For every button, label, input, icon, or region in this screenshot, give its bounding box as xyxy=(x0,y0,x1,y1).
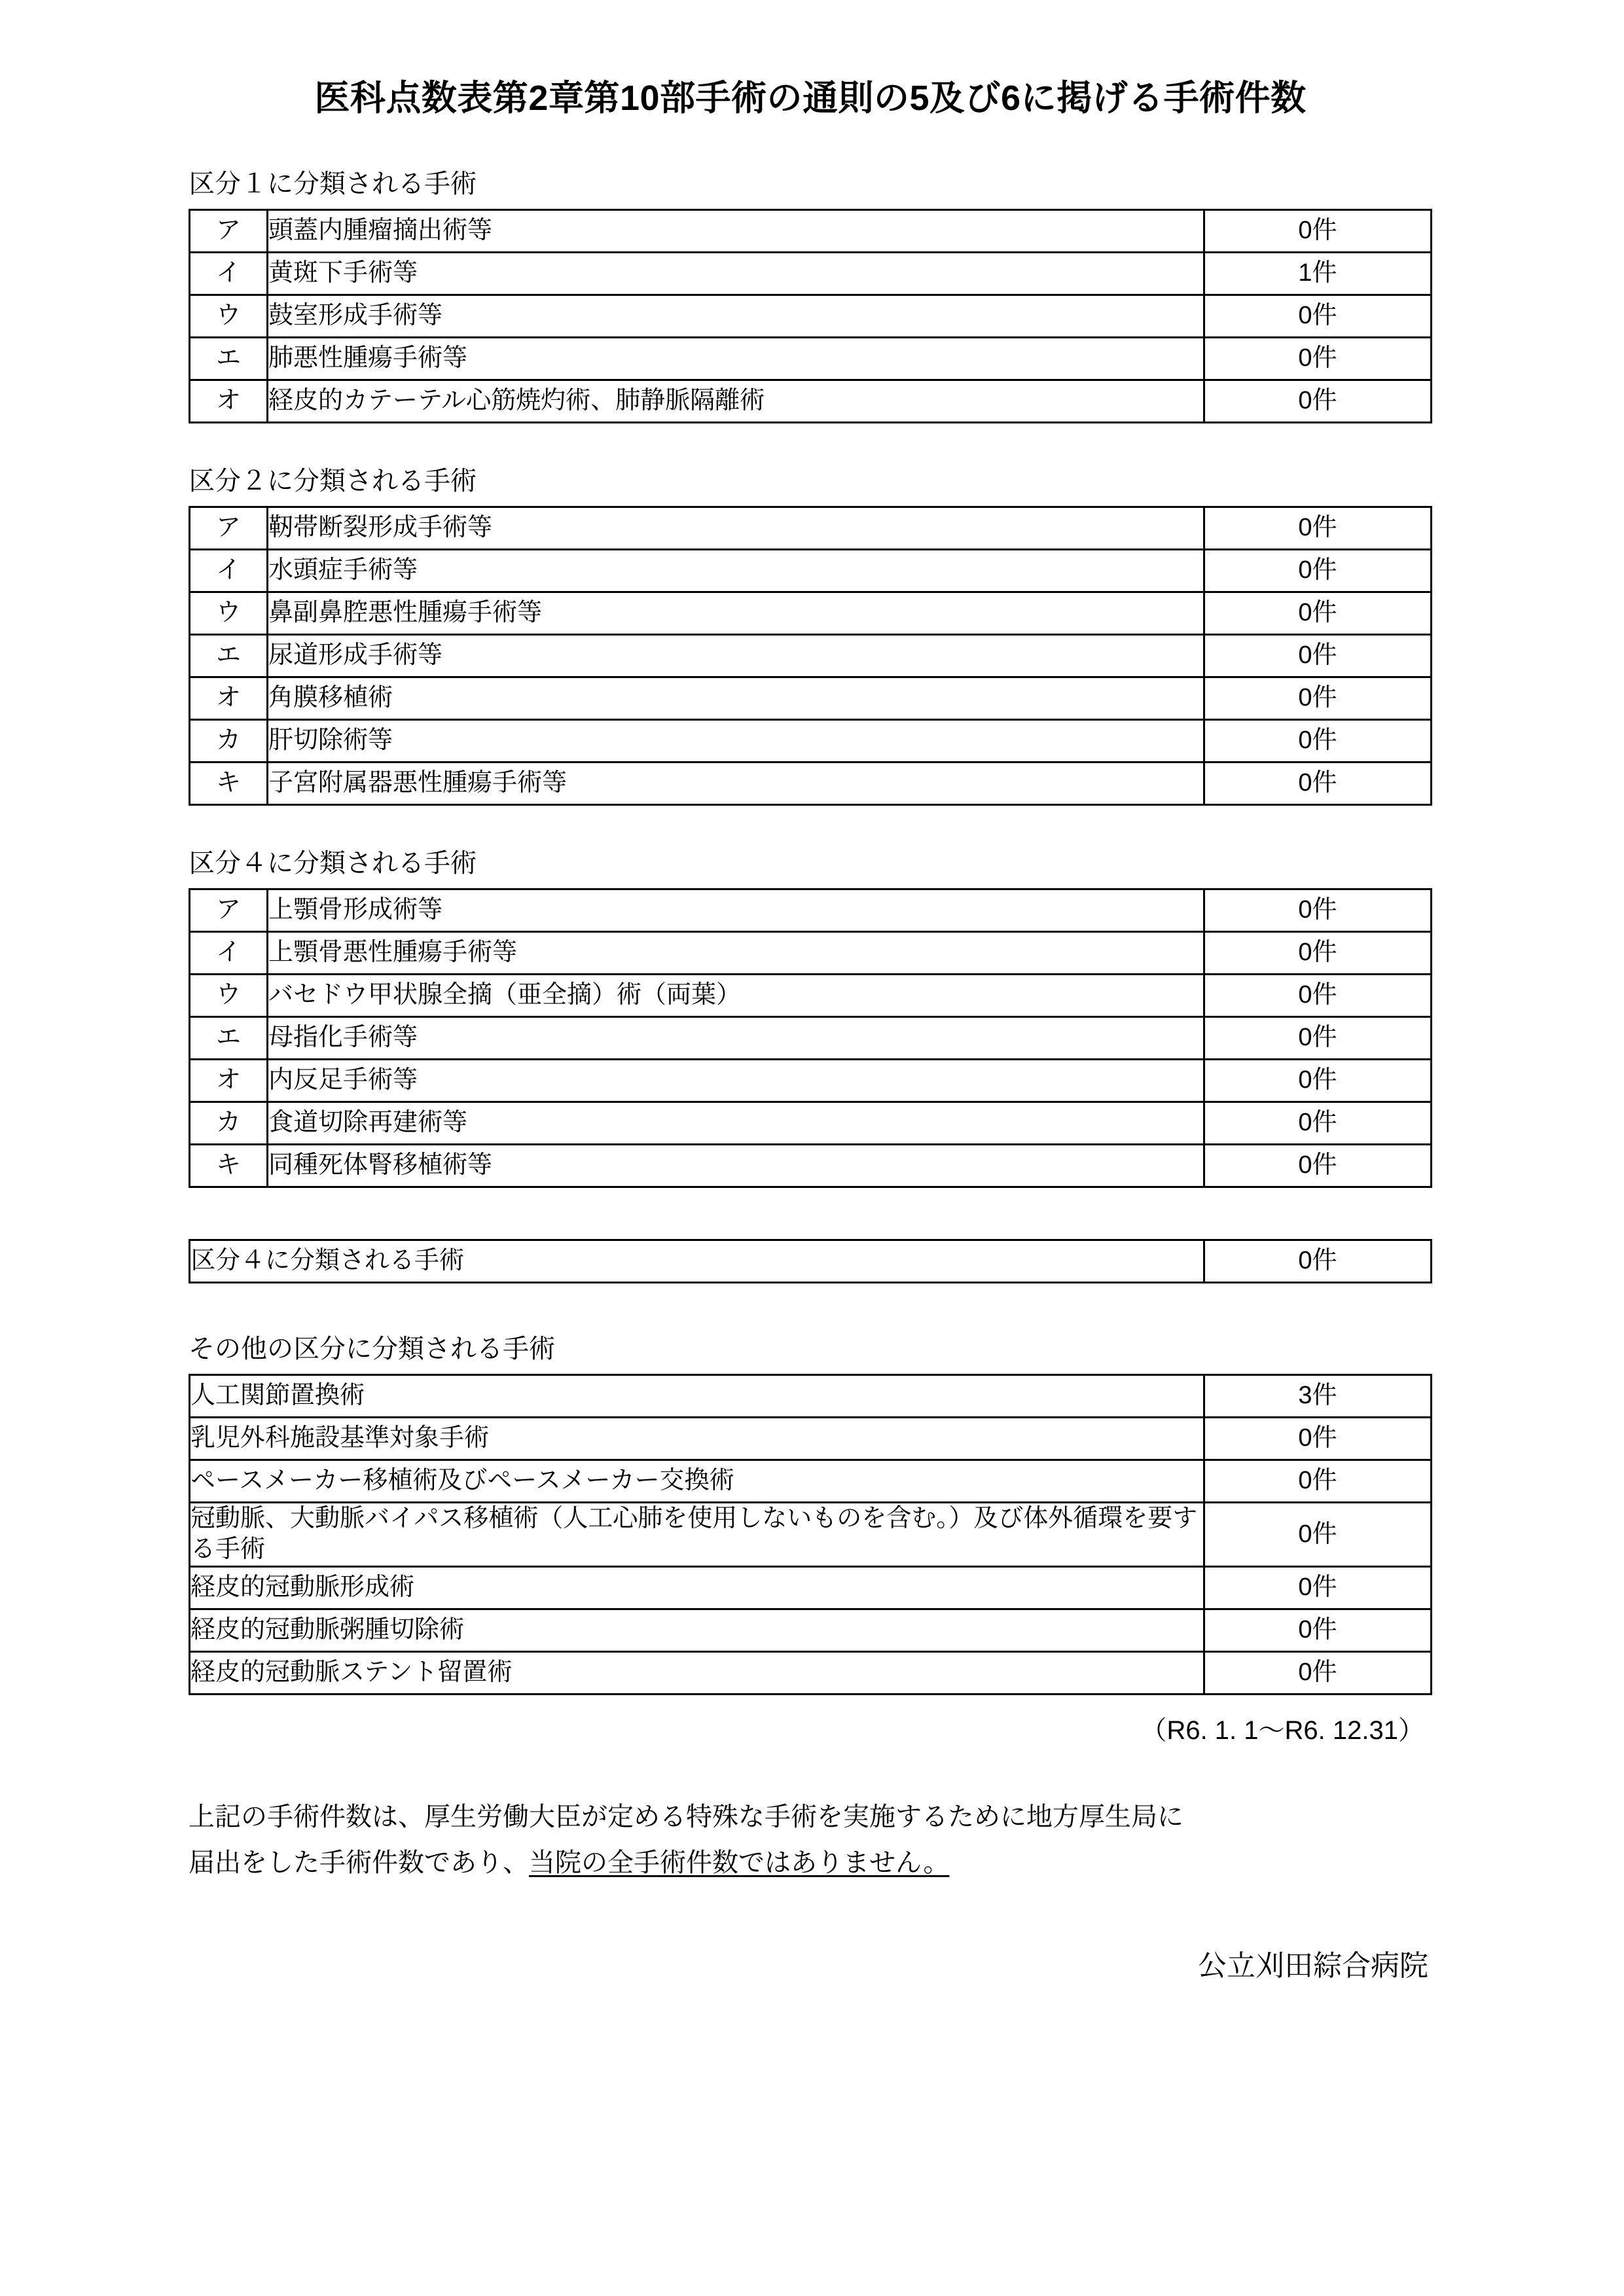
table-row xyxy=(190,1460,1432,1502)
row-kana: イ xyxy=(190,931,268,974)
row-count: 0件 xyxy=(1204,1144,1432,1187)
row-count: 0件 xyxy=(1204,1460,1432,1502)
table-kubun-2 xyxy=(189,506,1432,806)
table-row xyxy=(190,889,1432,931)
row-count: 0件 xyxy=(1204,634,1432,677)
table-row xyxy=(190,931,1432,974)
row-count: 1件 xyxy=(1204,252,1432,295)
section-heading-kubun-2: 区分２に分類される手術 xyxy=(189,466,477,495)
row-kana: オ xyxy=(190,380,268,422)
row-name: 冠動脈、大動脈バイパス移植術（人工心肺を使用しないものを含む。）及び体外循環を要する手術 xyxy=(190,1502,1204,1566)
footnote-line-2-prefix: 届出をした手術件数であり、 xyxy=(189,1848,529,1877)
table-other xyxy=(189,1374,1432,1695)
row-count: 0件 xyxy=(1204,380,1432,422)
row-kana: エ xyxy=(190,337,268,380)
table-row xyxy=(190,1102,1432,1144)
row-name: 経皮的冠動脈粥腫切除術 xyxy=(190,1609,1204,1651)
row-count: 0件 xyxy=(1204,1240,1432,1282)
row-kana: オ xyxy=(190,677,268,719)
row-count: 0件 xyxy=(1204,507,1432,549)
row-name: 上顎骨悪性腫瘍手術等 xyxy=(268,931,1204,974)
row-kana: ア xyxy=(190,507,268,549)
row-count: 0件 xyxy=(1204,295,1432,337)
row-kana: ウ xyxy=(190,592,268,634)
row-kana: カ xyxy=(190,719,268,762)
table-row xyxy=(190,974,1432,1016)
row-kana: キ xyxy=(190,1144,268,1187)
row-kana: イ xyxy=(190,252,268,295)
row-name: 鼓室形成手術等 xyxy=(268,295,1204,337)
row-count: 0件 xyxy=(1204,337,1432,380)
row-count: 0件 xyxy=(1204,1566,1432,1609)
table-kubun-1 xyxy=(189,209,1432,423)
table-row xyxy=(190,1144,1432,1187)
row-kana: カ xyxy=(190,1102,268,1144)
row-name: 鼻副鼻腔悪性腫瘍手術等 xyxy=(268,592,1204,634)
row-count: 0件 xyxy=(1204,549,1432,592)
table-row xyxy=(190,1016,1432,1059)
row-count: 3件 xyxy=(1204,1374,1432,1417)
row-name: 経皮的カテーテル心筋焼灼術、肺静脈隔離術 xyxy=(268,380,1204,422)
row-count: 0件 xyxy=(1204,762,1432,804)
footnote-line-2-emphasis: 当院の全手術件数ではありません。 xyxy=(529,1848,950,1877)
row-count: 0件 xyxy=(1204,1102,1432,1144)
row-kana: エ xyxy=(190,1016,268,1059)
table-row xyxy=(190,380,1432,422)
table-row xyxy=(190,1240,1432,1282)
organization-name: 公立刈田綜合病院 xyxy=(1198,1949,1428,1982)
table-row xyxy=(190,1609,1432,1651)
table-row xyxy=(190,337,1432,380)
row-count: 0件 xyxy=(1204,1651,1432,1694)
row-name: 子宮附属器悪性腫瘍手術等 xyxy=(268,762,1204,804)
table-row xyxy=(190,677,1432,719)
footnote-line-1 xyxy=(189,1794,1432,1840)
table-row xyxy=(190,252,1432,295)
row-name: 靭帯断裂形成手術等 xyxy=(268,507,1204,549)
row-name: ペースメーカー移植術及びペースメーカー交換術 xyxy=(190,1460,1204,1502)
row-count: 0件 xyxy=(1204,592,1432,634)
row-name: 水頭症手術等 xyxy=(268,549,1204,592)
row-name: 経皮的冠動脈形成術 xyxy=(190,1566,1204,1609)
row-count: 0件 xyxy=(1204,719,1432,762)
row-name: 内反足手術等 xyxy=(268,1059,1204,1102)
row-name: 肺悪性腫瘍手術等 xyxy=(268,337,1204,380)
section-heading-kubun-4: 区分４に分類される手術 xyxy=(189,848,477,878)
row-kana: オ xyxy=(190,1059,268,1102)
row-count: 0件 xyxy=(1204,974,1432,1016)
row-name: 同種死体腎移植術等 xyxy=(268,1144,1204,1187)
table-standalone-kubun-4 xyxy=(189,1239,1432,1283)
row-name: 乳児外科施設基準対象手術 xyxy=(190,1417,1204,1460)
table-row xyxy=(190,762,1432,804)
document-body xyxy=(189,0,1432,1984)
table-row xyxy=(190,1059,1432,1102)
footnote-line-1-text: 上記の手術件数は、厚生労働大臣が定める特殊な手術を実施するために地方厚生局に xyxy=(189,1802,1183,1831)
row-name: 母指化手術等 xyxy=(268,1016,1204,1059)
row-kana: ウ xyxy=(190,974,268,1016)
row-count: 0件 xyxy=(1204,931,1432,974)
table-row xyxy=(190,1502,1432,1566)
row-count: 0件 xyxy=(1204,677,1432,719)
table-row xyxy=(190,507,1432,549)
page-title: 医科点数表第2章第10部手術の通則の5及び6に掲げる手術件数 xyxy=(314,79,1307,118)
row-kana: エ xyxy=(190,634,268,677)
table-row xyxy=(190,1417,1432,1460)
row-kana: キ xyxy=(190,762,268,804)
row-count: 0件 xyxy=(1204,1059,1432,1102)
row-name: 上顎骨形成術等 xyxy=(268,889,1204,931)
table-row xyxy=(190,549,1432,592)
row-name: 肝切除術等 xyxy=(268,719,1204,762)
row-count: 0件 xyxy=(1204,1417,1432,1460)
table-row xyxy=(190,1651,1432,1694)
reporting-period: （R6. 1. 1〜R6. 12.31） xyxy=(1140,1715,1424,1745)
footnotes xyxy=(189,1794,1432,1886)
row-name: 尿道形成手術等 xyxy=(268,634,1204,677)
row-kana: ウ xyxy=(190,295,268,337)
section-heading-other: その他の区分に分類される手術 xyxy=(189,1334,555,1363)
row-kana: ア xyxy=(190,889,268,931)
row-kana: イ xyxy=(190,549,268,592)
table-row xyxy=(190,1374,1432,1417)
row-kana: ア xyxy=(190,209,268,252)
table-row xyxy=(190,209,1432,252)
row-name: 区分４に分類される手術 xyxy=(190,1240,1204,1282)
row-count: 0件 xyxy=(1204,1609,1432,1651)
row-count: 0件 xyxy=(1204,209,1432,252)
row-count: 0件 xyxy=(1204,1016,1432,1059)
row-name: 経皮的冠動脈ステント留置術 xyxy=(190,1651,1204,1694)
row-name: 黄斑下手術等 xyxy=(268,252,1204,295)
row-count: 0件 xyxy=(1204,1502,1432,1566)
table-row xyxy=(190,719,1432,762)
row-name: 食道切除再建術等 xyxy=(268,1102,1204,1144)
table-kubun-4 xyxy=(189,888,1432,1188)
table-row xyxy=(190,1566,1432,1609)
row-name: 頭蓋内腫瘤摘出術等 xyxy=(268,209,1204,252)
row-name: 人工関節置換術 xyxy=(190,1374,1204,1417)
table-row xyxy=(190,634,1432,677)
section-heading-kubun-1: 区分１に分類される手術 xyxy=(189,169,477,198)
row-name: バセドウ甲状腺全摘（亜全摘）術（両葉） xyxy=(268,974,1204,1016)
footnote-line-2 xyxy=(189,1840,1432,1886)
table-row xyxy=(190,295,1432,337)
row-count: 0件 xyxy=(1204,889,1432,931)
table-row xyxy=(190,592,1432,634)
row-name: 角膜移植術 xyxy=(268,677,1204,719)
